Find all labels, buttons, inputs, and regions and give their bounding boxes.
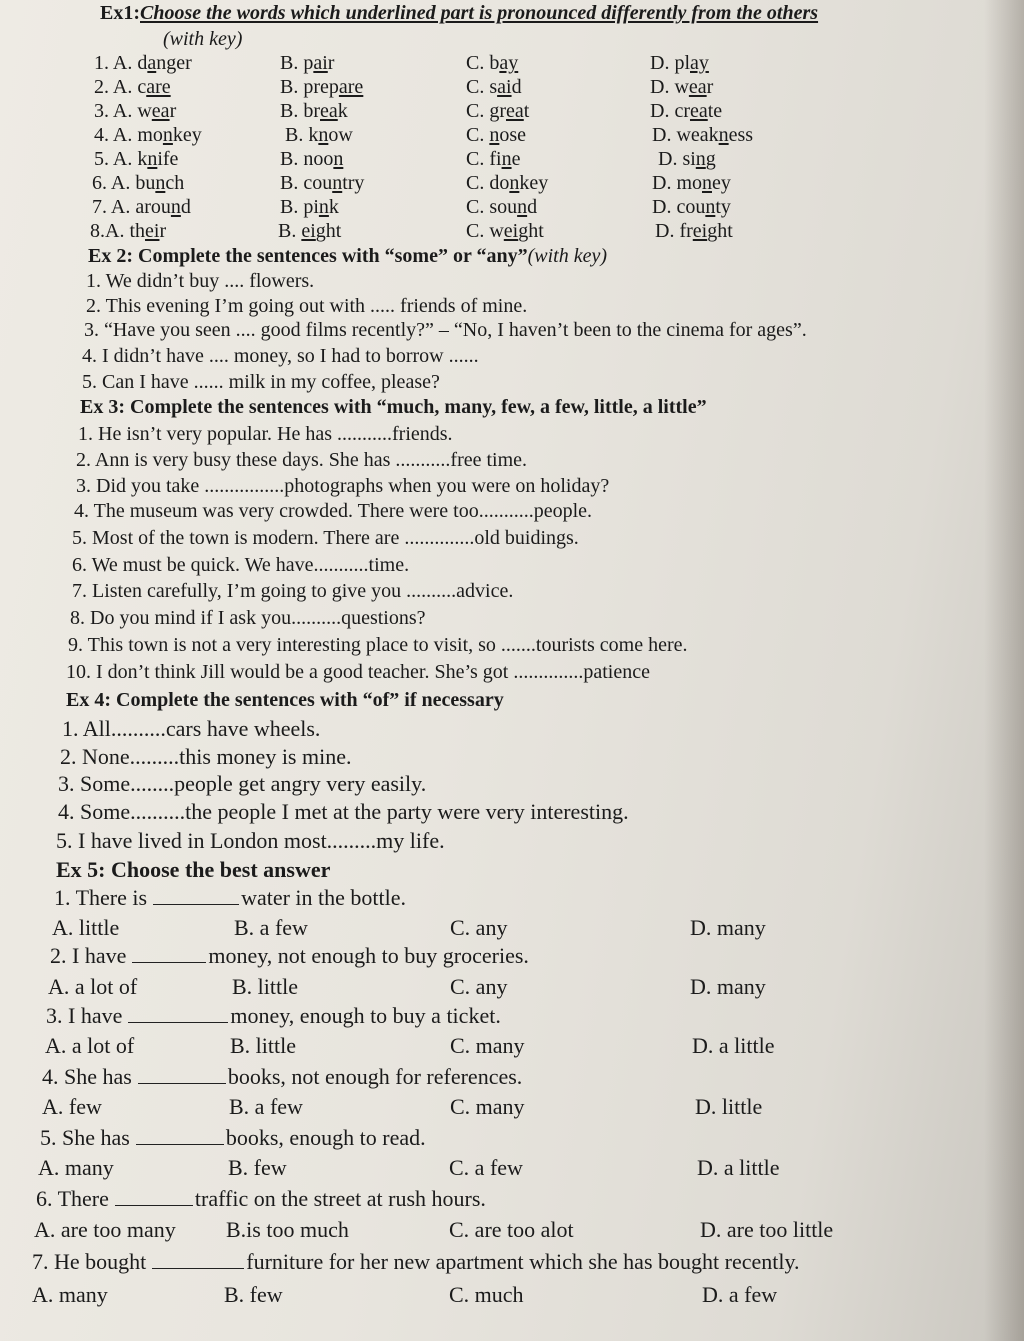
ex5-q4-option-b: B. a few xyxy=(229,1094,303,1119)
ex1-row-5-b xyxy=(280,148,343,170)
question-stem: 1. There is xyxy=(54,885,148,910)
question-number: 3. A. xyxy=(94,100,138,122)
word-part: bu xyxy=(135,172,156,194)
word-part: ife xyxy=(157,148,179,170)
ex1-row-4-b xyxy=(285,124,353,146)
ex1-row-8-c xyxy=(466,220,544,242)
ex5-q3-option-c: C. many xyxy=(450,1033,525,1058)
word-part: mo xyxy=(137,124,163,146)
ex1-row-7-d xyxy=(652,196,731,218)
ex5-q2-option-b: B. little xyxy=(232,974,298,999)
word-part: D. w xyxy=(650,76,689,98)
ex1-row-2-c xyxy=(466,76,522,98)
ex5-question-2 xyxy=(50,944,529,968)
underlined-sound: n xyxy=(318,124,329,146)
ex1-row-8-d xyxy=(655,220,733,242)
word-part: ty xyxy=(715,196,731,218)
option-b xyxy=(280,196,339,218)
underlined-sound: n xyxy=(517,196,528,218)
question-stem: 4. She has xyxy=(42,1064,132,1089)
word-part: D. fr xyxy=(655,220,693,242)
ex1-title xyxy=(100,2,818,24)
word-part: B. prep xyxy=(280,76,339,98)
underlined-sound: are xyxy=(338,76,364,98)
word-part: C. do xyxy=(466,172,510,194)
word-part: D. cr xyxy=(650,100,690,122)
question-number: 5. A. xyxy=(94,148,138,170)
ex1-row-4-d xyxy=(652,124,753,146)
option-b xyxy=(280,100,348,122)
word-part: r xyxy=(327,52,335,74)
option-b xyxy=(278,220,341,242)
ex5-q1-option-a: A. little xyxy=(52,915,120,940)
ex5-q4-option-c: C. many xyxy=(450,1094,525,1119)
ex2-instruction: Ex 2: Complete the sentences with “some” or “any” xyxy=(88,245,528,267)
ex3-item-2: 2. Ann is very busy these days. She has ...........free time. xyxy=(76,449,528,471)
question-number: 6. A. xyxy=(92,172,136,194)
ex2-item-4: 4. I didn’t have .... money, so I had to borrow ...... xyxy=(82,345,479,367)
word-part: ess xyxy=(728,124,754,146)
underlined-sound: n xyxy=(170,196,181,218)
ex1-row-2-a xyxy=(94,76,171,98)
ex1-row-1-c xyxy=(466,52,518,74)
underlined-sound: n xyxy=(147,148,158,170)
question-number: 7. A. xyxy=(92,196,136,218)
word-part: key xyxy=(172,124,202,146)
ex1-label: Ex1: xyxy=(100,2,140,24)
ex5-question-4 xyxy=(42,1065,522,1089)
word-part: th xyxy=(129,220,146,242)
ex1-row-4-a xyxy=(94,124,202,146)
ex5-q7-option-c: C. much xyxy=(449,1282,524,1307)
ex3-item-5: 5. Most of the town is modern. There are ..............old buidings. xyxy=(72,527,579,549)
word-part: k xyxy=(328,196,339,218)
ex3-item-9: 9. This town is not a very interesting place to visit, so .......tourists come here. xyxy=(68,634,688,656)
word-part: B. xyxy=(278,220,302,242)
underlined-sound: n xyxy=(318,196,329,218)
ex1-row-6-c xyxy=(466,172,548,194)
ex1-row-6-b xyxy=(280,172,364,194)
word-part: B. p xyxy=(280,52,314,74)
question-rest: money, not enough to buy groceries. xyxy=(208,943,529,968)
ex5-q4-option-d: D. little xyxy=(695,1094,763,1119)
answer-blank xyxy=(128,1004,228,1023)
ex5-q5-option-d: D. a little xyxy=(697,1155,780,1180)
underlined-sound: ea xyxy=(320,100,338,122)
word-part: w xyxy=(137,100,152,122)
answer-blank xyxy=(132,944,206,963)
ex2-item-3: 3. “Have you seen .... good films recently?” – “No, I haven’t been to the cinema for ages”. xyxy=(84,319,807,341)
ex5-q1-option-d: D. many xyxy=(690,915,766,940)
ex5-q1-option-b: B. a few xyxy=(234,915,308,940)
question-stem: 7. He bought xyxy=(32,1249,147,1274)
underlined-sound: ei xyxy=(692,220,708,242)
word-part: C. s xyxy=(466,76,498,98)
question-rest: water in the bottle. xyxy=(241,885,407,910)
question-rest: furniture for her new apartment which she has bought recently. xyxy=(246,1249,800,1274)
word-part: e xyxy=(511,148,521,170)
option-a xyxy=(137,124,201,146)
option-d xyxy=(652,172,731,194)
option-c xyxy=(466,52,518,74)
question-number: 1. A. xyxy=(94,52,138,74)
ex5-q2-option-a: A. a lot of xyxy=(48,974,138,999)
word-part: C. gr xyxy=(466,100,506,122)
word-part: D. cou xyxy=(652,196,706,218)
ex3-item-10: 10. I don’t think Jill would be a good teacher. She’s got ..............patience xyxy=(66,661,650,683)
ex1-row-3-a xyxy=(94,100,176,122)
ex1-row-2-d xyxy=(650,76,713,98)
word-part: c xyxy=(137,76,147,98)
question-stem: 2. I have xyxy=(50,943,127,968)
ex3-item-3: 3. Did you take ................photographs when you were on holiday? xyxy=(76,475,610,497)
option-d xyxy=(652,196,731,218)
option-d xyxy=(655,220,733,242)
ex2-item-5: 5. Can I have ...... milk in my coffee, please? xyxy=(82,371,440,393)
question-rest: books, not enough for references. xyxy=(227,1064,523,1089)
word-part: nger xyxy=(156,52,192,74)
option-c xyxy=(466,100,529,122)
word-part: B. noo xyxy=(280,148,334,170)
word-part: C. b xyxy=(466,52,500,74)
ex5-q1-option-c: C. any xyxy=(450,915,508,940)
ex3-item-4: 4. The museum was very crowded. There were too...........people. xyxy=(74,500,592,522)
question-number: 8.A. xyxy=(90,220,130,242)
ex1-instruction: Choose the words which underlined part is pronounced differently from the others xyxy=(140,2,819,24)
word-part: D. weak xyxy=(652,124,719,146)
word-part: C. fi xyxy=(466,148,502,170)
word-part: B. br xyxy=(280,100,320,122)
underlined-sound: n xyxy=(509,172,520,194)
ex3-title: Ex 3: Complete the sentences with “much, many, few, a few, little, a little” xyxy=(80,396,707,418)
option-a xyxy=(129,220,166,242)
ex5-question-5 xyxy=(40,1126,426,1150)
word-part: d xyxy=(180,196,191,218)
word-part: ght xyxy=(518,220,544,242)
word-part: C. sou xyxy=(466,196,518,218)
ex5-q2-option-d: D. many xyxy=(690,974,766,999)
option-a xyxy=(137,100,176,122)
ex5-q6-option-b: B.is too much xyxy=(226,1217,349,1242)
ex3-item-7: 7. Listen carefully, I’m going to give you ..........advice. xyxy=(72,580,514,602)
word-part: D. pl xyxy=(650,52,690,74)
question-number: 2. A. xyxy=(94,76,138,98)
word-part: B. pi xyxy=(280,196,319,218)
ex5-q7-option-b: B. few xyxy=(224,1282,283,1307)
underlined-sound: ei xyxy=(301,220,316,242)
answer-blank xyxy=(153,886,239,905)
option-c xyxy=(466,172,548,194)
ex5-question-7 xyxy=(32,1250,800,1274)
ex3-item-6: 6. We must be quick. We have...........time. xyxy=(72,554,410,576)
option-b xyxy=(285,124,353,146)
ex1-row-3-b xyxy=(280,100,348,122)
ex4-item-2: 2. None.........this money is mine. xyxy=(60,744,352,769)
ex1-row-6-a xyxy=(92,172,184,194)
underlined-sound: n xyxy=(155,172,166,194)
ex1-row-4-c xyxy=(466,124,526,146)
word-part: r xyxy=(706,76,714,98)
word-part: ose xyxy=(499,124,527,146)
ex1-row-8-a xyxy=(90,220,166,242)
ex1-row-1-a xyxy=(94,52,192,74)
underlined-sound: ea xyxy=(688,76,707,98)
ex5-q5-option-c: C. a few xyxy=(449,1155,523,1180)
question-rest: traffic on the street at rush hours. xyxy=(194,1186,486,1211)
word-part: te xyxy=(707,100,723,122)
ex1-row-8-b xyxy=(278,220,341,242)
ex1-row-1-b xyxy=(280,52,334,74)
option-d xyxy=(650,52,709,74)
ex4-item-3: 3. Some........people get angry very easily. xyxy=(58,771,427,796)
ex5-q6-option-a: A. are too many xyxy=(34,1217,176,1242)
ex1-with-key: (with key) xyxy=(163,28,243,50)
ex4-item-4: 4. Some..........the people I met at the party were very interesting. xyxy=(58,799,629,824)
word-part: ght xyxy=(707,220,733,242)
ex5-title: Ex 5: Choose the best answer xyxy=(56,857,331,882)
underlined-sound: n xyxy=(718,124,729,146)
ex2-item-2: 2. This evening I’m going out with ..... friends of mine. xyxy=(86,295,528,317)
option-a xyxy=(137,76,170,98)
question-stem: 5. She has xyxy=(40,1125,130,1150)
underlined-sound: ai xyxy=(497,76,512,98)
ex1-row-3-c xyxy=(466,100,529,122)
option-b xyxy=(280,76,363,98)
underlined-sound: n xyxy=(162,124,173,146)
word-part: g xyxy=(705,148,716,170)
ex5-q5-option-b: B. few xyxy=(228,1155,287,1180)
word-part: ey xyxy=(712,172,731,194)
word-part: d xyxy=(137,52,148,74)
ex2-item-1: 1. We didn’t buy .... flowers. xyxy=(86,270,315,292)
option-c xyxy=(466,76,522,98)
option-c xyxy=(466,196,537,218)
word-part: C. w xyxy=(466,220,504,242)
underlined-sound: are xyxy=(146,76,171,98)
ex5-q3-option-b: B. little xyxy=(230,1033,296,1058)
page-edge-shadow xyxy=(984,0,1024,1341)
option-b xyxy=(280,172,364,194)
option-c xyxy=(466,220,544,242)
ex2-title xyxy=(88,245,607,267)
ex5-question-3 xyxy=(46,1004,501,1028)
answer-blank xyxy=(138,1065,226,1084)
ex1-row-3-d xyxy=(650,100,722,122)
answer-blank xyxy=(115,1187,193,1206)
underlined-sound: ea xyxy=(506,100,524,122)
word-part: k xyxy=(337,100,348,122)
question-stem: 6. There xyxy=(36,1186,109,1211)
answer-blank xyxy=(152,1250,244,1269)
word-part: B. k xyxy=(285,124,319,146)
underlined-sound: n xyxy=(695,148,706,170)
word-part: ght xyxy=(315,220,342,242)
word-part: B. cou xyxy=(280,172,333,194)
underlined-sound: n xyxy=(501,148,512,170)
option-a xyxy=(137,52,191,74)
option-b xyxy=(280,148,343,170)
answer-blank xyxy=(136,1126,224,1145)
underlined-sound: n xyxy=(332,172,343,194)
ex5-question-6 xyxy=(36,1187,486,1211)
ex1-row-7-b xyxy=(280,196,339,218)
underlined-sound: a xyxy=(147,52,157,74)
ex5-question-1 xyxy=(54,886,406,910)
ex5-q2-option-c: C. any xyxy=(450,974,508,999)
ex1-row-7-a xyxy=(92,196,191,218)
underlined-sound: n xyxy=(705,196,716,218)
option-c xyxy=(466,124,526,146)
ex4-item-1: 1. All..........cars have wheels. xyxy=(62,716,321,741)
ex5-q4-option-a: A. few xyxy=(42,1094,102,1119)
ex5-q7-option-a: A. many xyxy=(32,1282,108,1307)
option-a xyxy=(137,148,178,170)
option-d xyxy=(650,76,713,98)
option-a xyxy=(135,172,184,194)
word-part: key xyxy=(519,172,549,194)
ex1-row-2-b xyxy=(280,76,363,98)
ex1-row-1-d xyxy=(650,52,709,74)
word-part: r xyxy=(159,220,167,242)
word-part: C. xyxy=(466,124,490,146)
option-d xyxy=(652,124,753,146)
question-stem: 3. I have xyxy=(46,1003,123,1028)
underlined-sound: ay xyxy=(499,52,519,74)
option-b xyxy=(280,52,334,74)
ex5-q3-option-d: D. a little xyxy=(692,1033,775,1058)
underlined-sound: ei xyxy=(503,220,519,242)
ex2-with-key: (with key) xyxy=(527,245,607,267)
option-d xyxy=(650,100,722,122)
underlined-sound: ea xyxy=(689,100,708,122)
ex5-q7-option-d: D. a few xyxy=(702,1282,778,1307)
underlined-sound: n xyxy=(702,172,712,194)
ex4-title: Ex 4: Complete the sentences with “of” if necessary xyxy=(66,689,504,711)
ex1-row-6-d xyxy=(652,172,731,194)
underlined-sound: ai xyxy=(313,52,328,74)
word-part: ch xyxy=(165,172,185,194)
ex1-row-5-c xyxy=(466,148,520,170)
word-part: D. mo xyxy=(652,172,702,194)
word-part: d xyxy=(511,76,522,98)
word-part: D. si xyxy=(658,148,696,170)
option-d xyxy=(658,148,716,170)
underlined-sound: ea xyxy=(151,100,170,122)
word-part: ow xyxy=(328,124,353,146)
underlined-sound: ay xyxy=(690,52,709,74)
ex4-item-5: 5. I have lived in London most.........my life. xyxy=(56,828,445,853)
word-part: r xyxy=(169,100,177,122)
word-part: d xyxy=(527,196,538,218)
underlined-sound: n xyxy=(333,148,344,170)
ex5-q5-option-a: A. many xyxy=(38,1155,114,1180)
option-a xyxy=(135,196,191,218)
question-rest: books, enough to read. xyxy=(225,1125,426,1150)
ex1-row-5-a xyxy=(94,148,178,170)
ex3-item-8: 8. Do you mind if I ask you..........questions? xyxy=(70,607,426,629)
question-number: 4. A. xyxy=(94,124,138,146)
option-c xyxy=(466,148,520,170)
ex3-item-1: 1. He isn’t very popular. He has ...........friends. xyxy=(78,423,453,445)
ex1-row-7-c xyxy=(466,196,537,218)
ex5-q6-option-c: C. are too alot xyxy=(449,1217,574,1242)
word-part: k xyxy=(137,148,148,170)
word-part: arou xyxy=(135,196,171,218)
ex5-q6-option-d: D. are too little xyxy=(700,1217,834,1242)
word-part: try xyxy=(342,172,365,194)
underlined-sound: n xyxy=(489,124,500,146)
ex5-q3-option-a: A. a lot of xyxy=(45,1033,135,1058)
ex1-row-5-d xyxy=(658,148,716,170)
question-rest: money, enough to buy a ticket. xyxy=(230,1003,501,1028)
underlined-sound: ei xyxy=(145,220,160,242)
word-part: t xyxy=(523,100,530,122)
